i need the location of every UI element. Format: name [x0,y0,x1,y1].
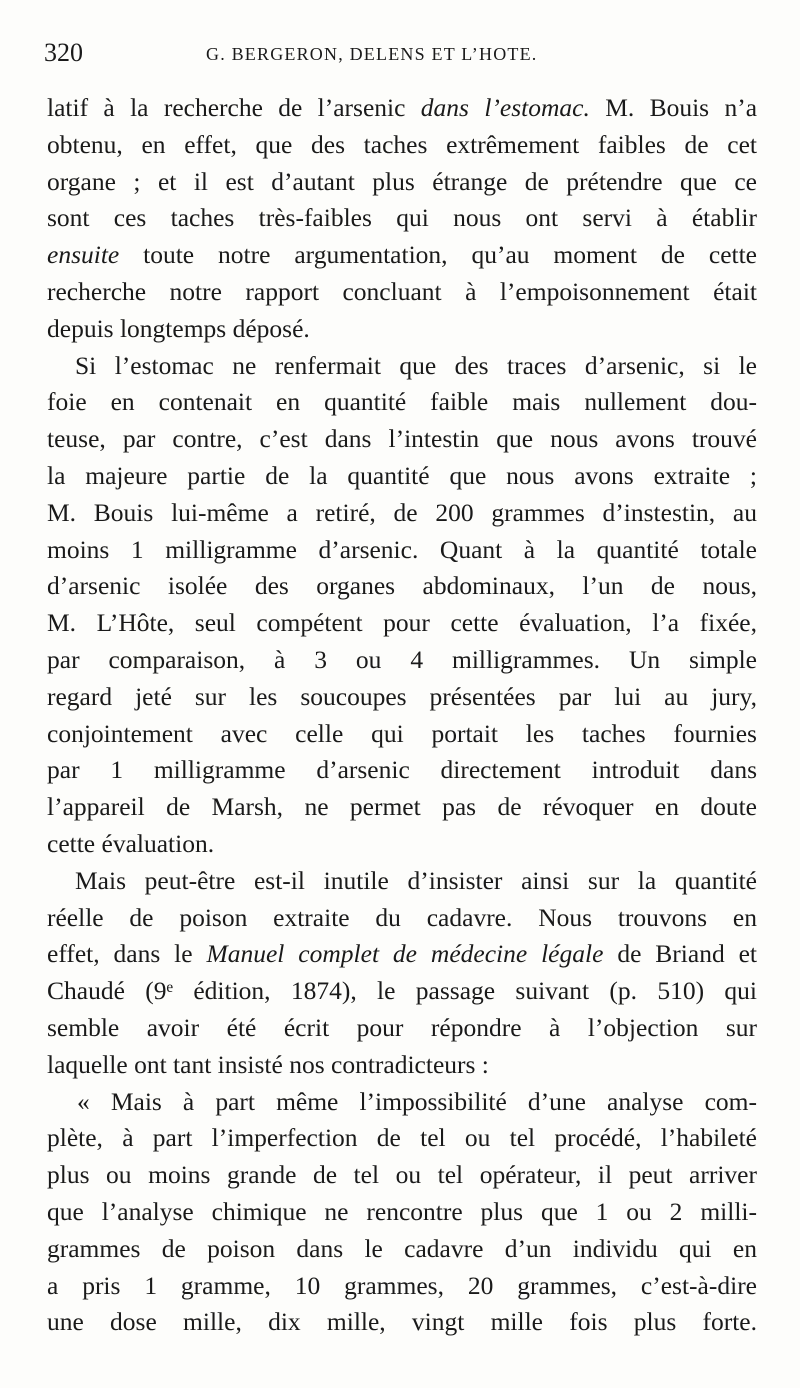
text-line: teuse, par contre, c’est dans l’intestin que nous avons trouvé [47,424,757,454]
text-line: d’arsenic isolée des organes abdominaux, l’un de nous, [47,571,757,601]
paragraph-end-line: laquelle ont tant insisté nos contradicteurs : [47,1049,489,1079]
running-head [44,38,756,78]
text-line: effet, dans le Manuel complet de médecine légale de Briand et [47,939,757,969]
text-line: recherche notre rapport concluant à l’empoisonnement était [47,276,757,306]
body-text [47,90,757,1341]
text-line: latif à la recherche de l’arsenic dans l’estomac. M. Bouis n’a [47,93,757,122]
paragraph-start-line: Mais peut-être est-il inutile d’insister ainsi sur la quantité [75,865,757,895]
text-line: semble avoir été écrit pour répondre à l’objection sur [47,1012,757,1042]
paragraph-end-line: cette évaluation. [47,828,215,858]
text-line: l’appareil de Marsh, ne permet pas de révoquer en doute [47,792,757,822]
text-line: la majeure partie de la quantité que nous avons extraite ; [47,460,757,490]
text-line: réelle de poison extraite du cadavre. Nous trouvons en [47,902,757,932]
text-line: ensuite toute notre argumentation, qu’au moment de cette [47,240,757,270]
text-line: conjointement avec celle qui portait les taches fournies [47,718,757,748]
quote-line: que l’analyse chimique ne rencontre plus que 1 ou 2 milli- [47,1196,757,1226]
text-line: M. Bouis lui-même a retiré, de 200 grammes d’instestin, au [47,497,757,527]
quote-start-line: « Mais à part même l’impossibilité d’une analyse com- [77,1086,757,1116]
text-line: sont ces taches très-faibles qui nous ont servi à établir [47,203,757,233]
text-line: par comparaison, à 3 ou 4 milligrammes. Un simple [47,644,757,674]
quote-line: plus ou moins grande de tel ou tel opérateur, il peut arriver [47,1160,757,1190]
page-number: 320 [44,38,83,67]
text-line: organe ; et il est d’autant plus étrange de prétendre que ce [47,166,757,196]
text-line: foie en contenait en quantité faible mais nullement dou- [47,387,757,417]
text-line: M. L’Hôte, seul compétent pour cette évaluation, l’a fixée, [47,608,757,638]
quote-line: plète, à part l’imperfection de tel ou tel procédé, l’habileté [47,1123,757,1153]
text-line: par 1 milligramme d’arsenic directement introduit dans [47,755,757,785]
text-line: Chaudé (9ᵉ édition, 1874), le passage suivant (p. 510) qui [47,976,757,1006]
quote-line: grammes de poison dans le cadavre d’un individu qui en [47,1233,757,1263]
quote-line: a pris 1 gramme, 10 grammes, 20 grammes, c’est-à-dire [47,1270,757,1300]
text-line: moins 1 milligramme d’arsenic. Quant à la quantité totale [47,534,757,564]
text-line: obtenu, en effet, que des taches extrêmement faibles de cet [47,129,757,159]
text-line: regard jeté sur les soucoupes présentées par lui au jury, [47,681,757,711]
quote-line: une dose mille, dix mille, vingt mille fois plus forte. [47,1307,757,1337]
paragraph-end-line: depuis longtemps déposé. [47,313,310,343]
running-title: G. BERGERON, DELENS ET L’HOTE. [206,44,538,64]
paragraph-start-line: Si l’estomac ne renfermait que des traces d’arsenic, si le [75,350,757,380]
